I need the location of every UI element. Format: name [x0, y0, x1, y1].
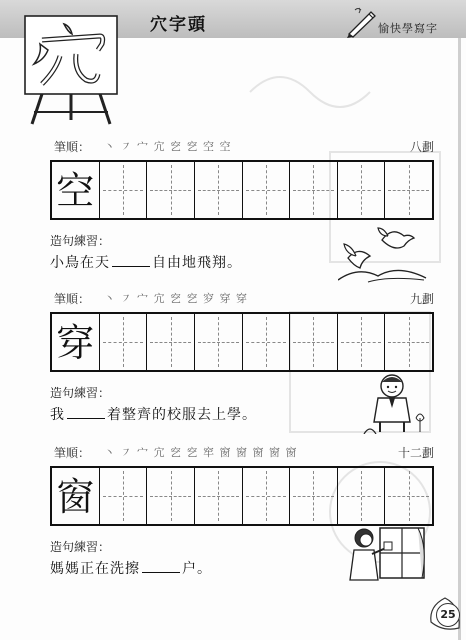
model-character: 空: [56, 169, 95, 213]
practice-cell[interactable]: [147, 162, 195, 218]
practice-cell[interactable]: [338, 162, 386, 218]
stroke-order-sequence: 丶 ㇇ 宀 宂 穵 穵 空 空: [104, 140, 232, 153]
stroke-order-label: 筆順：: [54, 446, 91, 460]
model-character: 穿: [56, 321, 95, 365]
stroke-count: 十二劃: [397, 446, 434, 460]
practice-sentence: [50, 252, 242, 272]
practice-grid: [50, 160, 434, 220]
sentence-practice-label: 造句練習：: [50, 386, 111, 400]
stroke-order-label: 筆順：: [54, 292, 91, 306]
page-title: 穴字頭: [150, 15, 207, 35]
practice-cell[interactable]: [147, 314, 195, 370]
practice-cell[interactable]: [385, 314, 432, 370]
window-cleaning-illustration: [344, 524, 430, 584]
sentence-end: 自由地飛翔。: [152, 255, 242, 271]
stroke-order-row: [54, 138, 434, 158]
practice-cell[interactable]: [290, 468, 338, 524]
birds-flying-illustration: [338, 226, 428, 284]
practice-cell[interactable]: [290, 162, 338, 218]
practice-cell[interactable]: [385, 162, 432, 218]
page-number: 25: [436, 603, 460, 627]
sentence-start: 我: [50, 407, 65, 423]
stroke-count: 八劃: [409, 140, 434, 154]
stroke-order-sequence: 丶 ㇇ 宀 宂 穵 穵 窂 窗 窗 窗 窗 窗: [104, 446, 298, 459]
fill-in-blank[interactable]: [67, 404, 105, 419]
sentence-start: 小鳥在天: [50, 255, 110, 271]
stroke-count: 九劃: [409, 292, 434, 306]
practice-cell[interactable]: [338, 314, 386, 370]
model-cell: [52, 162, 100, 218]
practice-cell[interactable]: [147, 468, 195, 524]
pen-icon: [345, 6, 379, 38]
model-character: 窗: [56, 475, 95, 519]
sentence-end: 着整齊的校服去上學。: [107, 407, 257, 423]
practice-sentence: [50, 558, 212, 578]
stroke-order-sequence: 丶 ㇇ 宀 宂 穵 穵 穸 穿 穿: [104, 292, 248, 305]
sentence-start: 媽媽正在洗擦: [50, 561, 140, 577]
practice-cell[interactable]: [195, 468, 243, 524]
stroke-order-row: [54, 444, 434, 464]
practice-grid: [50, 312, 434, 372]
practice-sentence: [50, 404, 257, 424]
schoolchild-illustration: [360, 372, 430, 434]
practice-cell[interactable]: [195, 162, 243, 218]
practice-cell[interactable]: [385, 468, 432, 524]
sentence-practice-label: 造句練習：: [50, 540, 111, 554]
fill-in-blank[interactable]: [112, 252, 150, 267]
practice-cell[interactable]: [243, 314, 291, 370]
practice-grid: [50, 466, 434, 526]
stroke-order-row: [54, 290, 434, 310]
practice-cell[interactable]: [290, 314, 338, 370]
practice-cell[interactable]: [338, 468, 386, 524]
page-subtitle: 愉快學寫字: [378, 22, 438, 35]
sentence-practice-label: 造句練習：: [50, 234, 111, 248]
practice-cell[interactable]: [195, 314, 243, 370]
practice-cell[interactable]: [243, 468, 291, 524]
practice-cell[interactable]: [243, 162, 291, 218]
model-cell: [52, 468, 100, 524]
easel-radical-illustration: [20, 10, 130, 126]
practice-cell[interactable]: [100, 162, 148, 218]
model-cell: [52, 314, 100, 370]
practice-cell[interactable]: [100, 314, 148, 370]
practice-cell[interactable]: [100, 468, 148, 524]
fill-in-blank[interactable]: [142, 558, 180, 573]
sentence-end: 户。: [182, 561, 212, 577]
stroke-order-label: 筆順：: [54, 140, 91, 154]
